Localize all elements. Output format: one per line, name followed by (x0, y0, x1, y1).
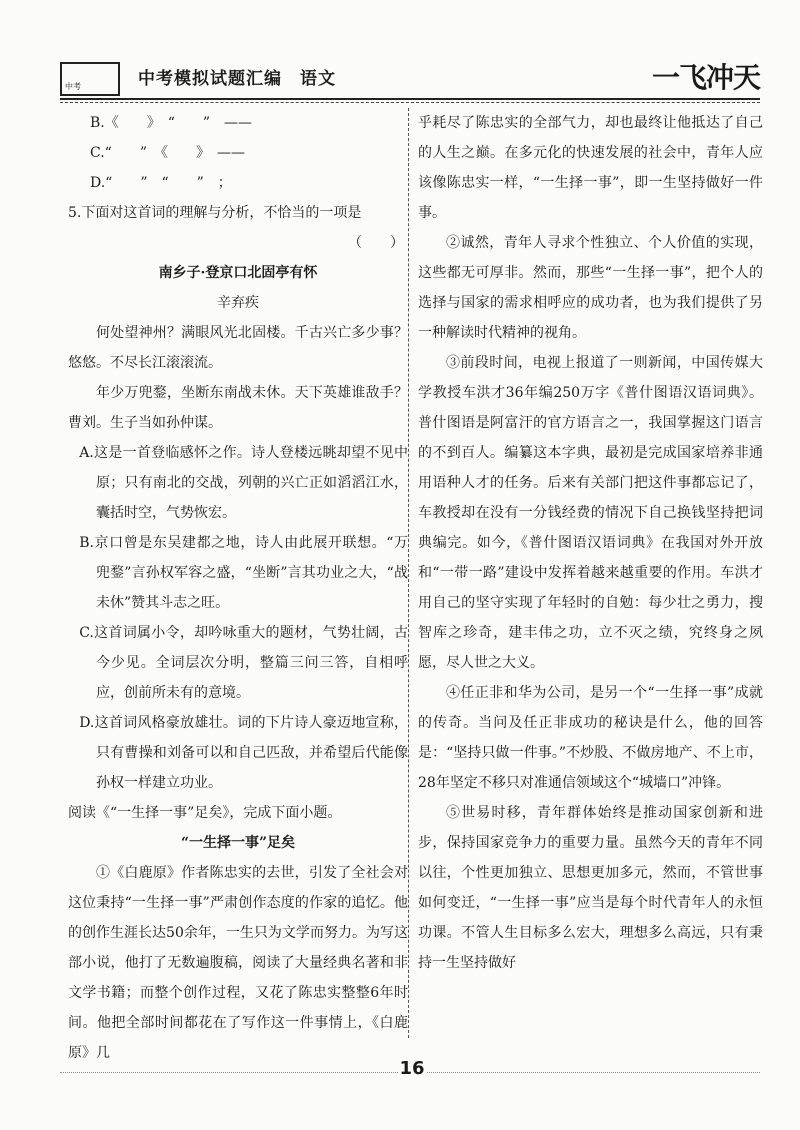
poem-title: 南乡子·登京口北固亭有怀 (158, 265, 318, 281)
option-c: C.“ ” 《 》 —— (90, 145, 245, 161)
poem-author: 辛弃疾 (217, 295, 259, 311)
choice-d: D.这首词风格豪放雄壮。词的下片诗人豪迈地宣称，只有曹操和刘备可以和自己匹敌，并希望后代能像孙权一样建立功业。 (79, 715, 408, 791)
header-dashed-rule (60, 102, 760, 103)
article-paragraph-2: ②诚然，青年人寻求个性独立、个人价值的实现，这些都无可厚非。然而，那些“一生择一事”，把个人的选择与国家的需求相呼应的成功者，也为我们提供了另一种解读时代精神的视角。 (418, 235, 763, 341)
column-divider (408, 108, 409, 1038)
page-number: 16 (399, 1058, 425, 1079)
brand-logo: 一飞冲天 (651, 61, 760, 94)
article-paragraph-3: ③前段时间，电视上报道了一则新闻，中国传媒大学教授车洪才36年编250万字《普什图语汉语词典》。普什图语是阿富汗的官方语言之一，我国掌握这门语言的不到百人。编纂这本字典，最初是完成国家培养非通用语种人才的任务。后来有关部门把这件事都忘记了，车教授却在没有一分钱经费的情况下自己换钱坚持把词典编完。如今，《普什图语汉语词典》在我国对外开放和“一带一路”建设中发挥着越来越重要的作用。车洪才用自己的坚守实现了年轻时的自勉：每少壮之勇力，搜智库之珍奇，建丰伟之功，立不灭之绩，究终身之夙愿，尽人世之大义。 (418, 355, 763, 671)
choice-b: B.京口曾是东吴建都之地，诗人由此展开联想。“万兜鍪”言孙权军容之盛，“坐断”言其功业之大，“战未休”赞其斗志之旺。 (79, 535, 408, 611)
series-logo (60, 62, 120, 96)
book-title: 中考模拟试题汇编 语文 (138, 69, 336, 89)
header-rule (60, 98, 760, 100)
page-footer (60, 1058, 760, 1086)
article-paragraph-5: ⑤世易时移，青年群体始终是推动国家创新和进步，保持国家竞争力的重要力量。虽然今天的青年不同以往，个性更加独立、思想更加多元，然而，不管世事如何变迁，“一生择一事”应当是每个时代青年人的永恒功课。不管人生目标多么宏大，理想多么高远，只有秉持一生坚持做好 (418, 805, 763, 971)
article-title: “一生择一事”足矣 (180, 835, 296, 851)
option-b: B.《 》 “ ” —— (90, 115, 253, 131)
poem-stanza-1: 何处望神州？满眼风光北固楼。千古兴亡多少事？悠悠。不尽长江滚滚流。 (68, 325, 408, 371)
choice-a: A.这是一首登临感怀之作。诗人登楼远眺却望不见中原；只有南北的交战，列朝的兴亡正如滔滔江水，囊括时空，气势恢宏。 (79, 445, 408, 521)
answer-blank: （ ） (348, 235, 404, 251)
option-d: D.“ ” “ ” ； (90, 175, 232, 191)
article-paragraph-1: ①《白鹿原》作者陈忠实的去世，引发了全社会对这位秉持“一生择一事”严肃创作态度的作家的追忆。他的创作生涯长达50余年，一生只为文学而努力。为写这部小说，他打了无数遍腹稿，阅读了大量经典名著和非文学书籍；而整个创作过程，又花了陈忠实整整6年时间。他把全部时间都花在了写作这一件事情上，《白鹿原》几 (68, 865, 408, 1061)
page-header (60, 56, 760, 96)
left-column (68, 108, 408, 1068)
choice-c: C.这首词属小令，却吟咏重大的题材，气势壮阔，古今少见。全词层次分明，整篇三问三答，自相呼应，创前所未有的意境。 (79, 625, 408, 701)
question-5-stem: 5.下面对这首词的理解与分析，不恰当的一项是 (68, 205, 362, 221)
reading-intro: 阅读《“一生择一事”足矣》，完成下面小题。 (68, 805, 342, 821)
poem-stanza-2: 年少万兜鍪，坐断东南战未休。天下英雄谁敌手？曹刘。生子当如孙仲谋。 (68, 385, 408, 431)
article-paragraph-1-continued: 乎耗尽了陈忠实的全部气力，却也最终让他抵达了自己的人生之巅。在多元化的快速发展的社会中，青年人应该像陈忠实一样，“一生择一事”，即一生坚持做好一件事。 (418, 115, 763, 221)
article-paragraph-4: ④任正非和华为公司，是另一个“一生择一事”成就的传奇。当问及任正非成功的秘诀是什么，他的回答是：“坚持只做一件事。”不炒股、不做房地产、不上市，28年坚定不移只对准通信领域这个“城墙口”冲锋。 (418, 685, 763, 791)
logo-text: 中考 (65, 82, 81, 91)
right-column (418, 108, 763, 978)
